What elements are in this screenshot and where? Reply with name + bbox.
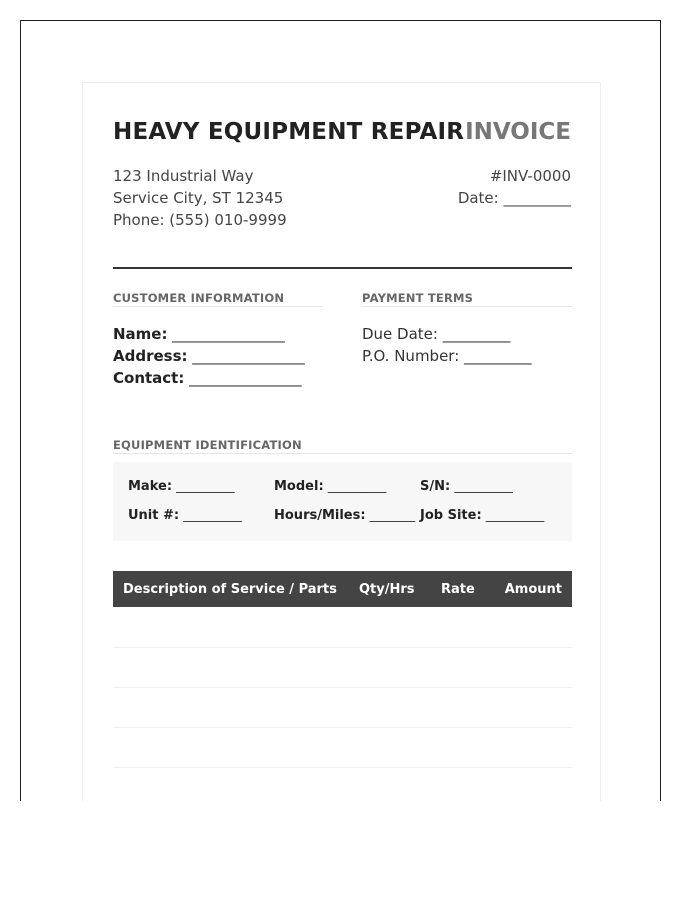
model-blank: _________ [323, 479, 387, 494]
job-site-blank: _________ [481, 508, 545, 523]
serial-number-blank: _________ [450, 479, 513, 494]
hours-miles-field [274, 508, 415, 523]
job-site-field [420, 508, 544, 523]
unit-number-blank: _________ [179, 508, 242, 523]
company-name: HEAVY EQUIPMENT REPAIR [113, 119, 465, 145]
column-header-rate: Rate [441, 582, 475, 597]
customer-contact-blank: _______________ [184, 369, 302, 387]
customer-info-heading: CUSTOMER INFORMATION [113, 291, 285, 305]
document-type-title: INVOICE [465, 119, 571, 145]
payment-terms-heading: PAYMENT TERMS [362, 291, 474, 305]
customer-contact-label: Contact: [113, 369, 185, 387]
column-header-qty-hrs: Qty/Hrs [359, 582, 415, 597]
column-header-description: Description of Service / Parts [123, 582, 337, 597]
customer-name-label: Name: [113, 325, 168, 343]
customer-address-blank: _______________ [187, 347, 305, 365]
customer-name-blank: _______________ [167, 325, 285, 343]
table-row-divider [113, 687, 572, 688]
address-line-2: Service City, ST 12345 [113, 189, 284, 207]
equipment-id-box [113, 462, 572, 541]
table-row-divider [113, 767, 572, 768]
po-number-field: P.O. Number: _________ [362, 347, 532, 365]
column-header-amount: Amount [504, 582, 562, 597]
line-items-header [113, 571, 572, 607]
make-label: Make: [128, 479, 173, 494]
table-row-divider [113, 727, 572, 728]
invoice-date-field: Date: _________ [457, 189, 571, 207]
unit-number-field [128, 508, 242, 523]
customer-info-underline [113, 306, 323, 307]
invoice-number: #INV-0000 [489, 167, 571, 185]
table-row-divider [113, 647, 572, 648]
payment-terms-underline [362, 306, 572, 307]
serial-number-label: S/N: [420, 479, 451, 494]
hours-miles-blank: _______ [365, 508, 416, 523]
equipment-id-underline [113, 453, 572, 454]
due-date-field: Due Date: _________ [362, 325, 511, 343]
unit-number-label: Unit #: [128, 508, 180, 523]
job-site-label: Job Site: [420, 508, 482, 523]
hours-miles-label: Hours/Miles: [274, 508, 366, 523]
customer-address-label: Address: [113, 347, 188, 365]
model-label: Model: [274, 479, 324, 494]
customer-name-field [113, 325, 285, 343]
make-field [128, 479, 235, 494]
phone-number: Phone: (555) 010-9999 [113, 211, 287, 229]
make-blank: _________ [172, 479, 235, 494]
invoice-sheet [82, 82, 601, 801]
model-field [274, 479, 386, 494]
customer-contact-field [113, 369, 302, 387]
serial-number-field [420, 479, 513, 494]
document-viewport[interactable] [20, 20, 661, 801]
address-line-1: 123 Industrial Way [113, 167, 254, 185]
equipment-id-heading: EQUIPMENT IDENTIFICATION [113, 438, 302, 452]
customer-address-field [113, 347, 305, 365]
header-divider [113, 267, 572, 269]
